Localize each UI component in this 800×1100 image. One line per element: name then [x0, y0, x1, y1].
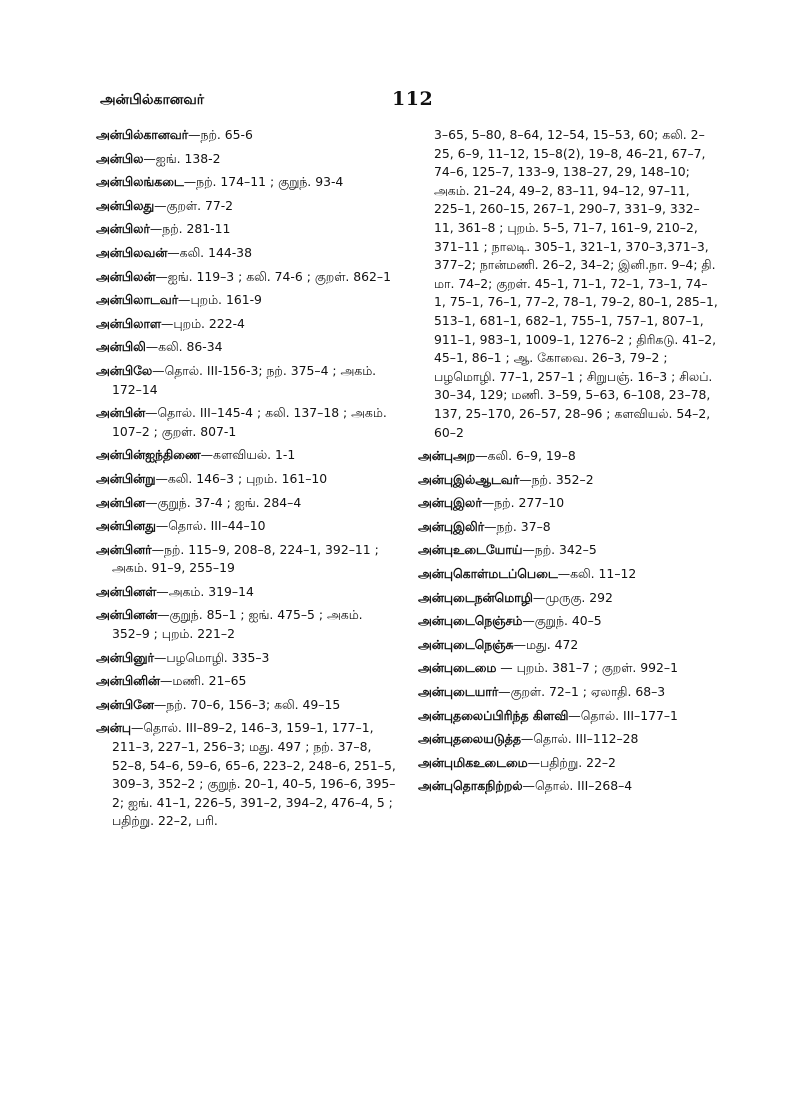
index-entry [418, 659, 718, 678]
entry-term: அன்பிலன் [96, 268, 156, 284]
entry-refs: —கலி. 146–3 ; புறம். 161–10 [155, 470, 328, 486]
entry-refs: —தொல். III–44–10 [155, 518, 266, 534]
entry-refs: —தொல். III–145-4 ; கலி. 137–18 ; அகம். 107–2 ; குறள். 807-1 [112, 405, 387, 439]
index-entry [418, 754, 718, 773]
index-entry [418, 541, 718, 560]
index-entry [418, 447, 718, 466]
entry-term: அன்பிலாள [96, 315, 162, 331]
entry-refs: —புறம். 222-4 [161, 315, 245, 331]
entry-refs: —குறுந். 40–5 [522, 613, 602, 629]
entry-term: அன்பினள் [96, 583, 157, 599]
index-entry [96, 719, 396, 831]
entry-refs: —குறுந். 37-4 ; ஐங். 284–4 [145, 494, 302, 510]
entry-term: அன்புஇலிர் [418, 518, 485, 534]
entry-refs: —நற். 281-11 [149, 221, 231, 237]
entry-term: அன்புடைமை [418, 660, 497, 676]
entry-refs: —நற். 115–9, 208–8, 224–1, 392–11 ; அகம். 91–9, 255–19 [112, 541, 379, 576]
entry-refs: —ஐங். 138-2 [143, 150, 221, 166]
index-entry [96, 696, 396, 715]
entry-term: அன்பிலே [96, 362, 153, 378]
entry-refs: —கலி. 6–9, 19–8 [475, 448, 576, 464]
index-entry [418, 494, 718, 513]
entry-term: அன்பினது [96, 518, 156, 534]
index-entry [96, 244, 396, 263]
entry-term: அன்பினர் [96, 541, 152, 557]
entry-term: அன்பிலவன் [96, 244, 168, 260]
index-entry [418, 777, 718, 796]
entry-refs: —கலி. 86-34 [145, 339, 223, 355]
entry-refs: —நற். 174–11 ; குறுந். 93-4 [183, 174, 344, 190]
entry-term: அன்புடைநெஞ்சம் [418, 613, 523, 629]
index-entry [96, 338, 396, 357]
index-entry [96, 541, 396, 578]
entry-refs: —குறுந். 85–1 ; ஐங். 475–5 ; அகம். 352–9 ; புறம். 221–2 [112, 607, 363, 642]
entry-term: அன்பினே [96, 696, 154, 712]
entry-refs: —அகம். 319–14 [156, 583, 254, 599]
index-entry [96, 362, 396, 399]
page-number: 112 [392, 88, 434, 110]
entry-term: அன்புதொகநிற்றல் [418, 778, 523, 794]
entry-term: அன்பிலாடவர் [96, 292, 179, 308]
right-column [418, 126, 718, 801]
index-entry [418, 518, 718, 537]
entry-refs: —மது. 472 [513, 636, 579, 652]
index-entry [96, 173, 396, 192]
entry-refs: —முருகு. 292 [532, 589, 613, 605]
entry-term: அன்புஇலர் [418, 495, 482, 511]
entry-term: அன்பினுர் [96, 649, 154, 665]
index-entry [96, 649, 396, 668]
entry-term: அன்பின [96, 494, 146, 510]
entry-refs: —குறள். 72–1 ; ஏலாதி. 68–3 [498, 684, 666, 700]
entry-term: அன்பின்ஐந்திணை [96, 447, 201, 463]
entry-term: அன்பில [96, 150, 144, 166]
entry-term: அன்புகொள்மடப்பெடை [418, 566, 558, 582]
entry-refs: —தொல். III–112–28 [520, 731, 639, 747]
entry-refs: —கலி. 144-38 [167, 244, 252, 260]
index-entry [96, 446, 396, 465]
entry-refs: —தொல். III–89–2, 146–3, 159–1, 177–1, 211–3, 227–1, 256–3; மது. 497 ; நற். 37–8, 52–8, 54–6, 59–6, 65–6, 223–2, 248–6, 251–5, 309–3, 352–2 ; குறுந். 20–1, 40–5, 196–6, 395–2; ஐங். 41–1, 226–5, 391–2, 394–2, 476–4, 5 ; பதிற்று. 22–2, பரி. [112, 720, 396, 829]
index-entry [96, 220, 396, 239]
entry-refs: —தொல். III–177–1 [568, 707, 678, 723]
entry-refs: —குறள். 77-2 [154, 197, 234, 213]
index-entry [96, 291, 396, 310]
index-entry [96, 126, 396, 145]
entry-term: அன்பிலது [96, 197, 155, 213]
index-entry [418, 730, 718, 749]
entry-term: அன்புஉடையோய் [418, 542, 523, 558]
entry-term: அன்பின்று [96, 470, 156, 486]
index-entry [96, 404, 396, 441]
entry-refs: —ஐங். 119–3 ; கலி. 74-6 ; குறள். 862–1 [155, 268, 391, 284]
entry-term: அன்புதலையடுத்த [418, 731, 521, 747]
entry-continuation: 3–65, 5–80, 8–64, 12–54, 15–53, 60; கலி. 2–25, 6–9, 11–12, 15–8(2), 19–8, 46–21, 67–7, 74–6, 125–7, 133–9, 138–27, 29, 148–10; அகம். 21–24, 49–2, 83–11, 94–12, 97–11, 225–1, 260–15, 267–1, 290–7, 331–9, 332–11, 361–8 ; புறம். 5–5, 71–7, 161–9, 210–2, 371–11 ; நாலடி. 305–1, 321–1, 370–3,371–3, 377–2; நான்மணி. 26–2, 34–2; இனி.நா. 9–4; தி. மா. 74–2; குறள். 45–1, 71–1, 72–1, 73–1, 74–1, 75–1, 76–1, 77–2, 78–1, 79–2, 80–1, 285–1, 513–1, 681–1, 682–1, 755–1, 757–1, 807–1, 911–1, 983–1, 1009–1, 1276–2 ; திரிகடு. 41–2, 45–1, 86–1 ; ஆ. கோவை. 26–3, 79–2 ; பழமொழி. 77–1, 257–1 ; சிறுபஞ். 16–3 ; சிலப். 30–34, 129; மணி. 3–59, 5–63, 6–108, 23–78, 137, 25–170, 26–57, 28–96 ; களவியல். 54–2, 60–2 [434, 127, 718, 440]
entry-term: அன்பினன் [96, 607, 158, 623]
entry-refs: —பழமொழி. 335–3 [153, 649, 270, 665]
entry-refs: —கலி. 11–12 [557, 566, 637, 582]
entry-term: அன்பிலி [96, 339, 146, 355]
entry-refs: —நற். 37–8 [484, 518, 551, 534]
index-entry [96, 583, 396, 602]
index-entry [96, 494, 396, 513]
entry-term: அன்புடைநெஞ்சு [418, 636, 514, 652]
left-column [96, 126, 396, 836]
index-entry [418, 636, 718, 655]
entry-term: அன்புமிகஉடைமை [418, 754, 528, 770]
index-entry [96, 672, 396, 691]
entry-refs: —நற். 342–5 [522, 542, 597, 558]
index-entry [96, 606, 396, 643]
entry-refs: —தொல். III–268–4 [522, 778, 633, 794]
index-entry [96, 268, 396, 287]
entry-term: அன்பிலங்கடை [96, 174, 184, 190]
index-entry [96, 517, 396, 536]
entry-term: அன்புஇல்ஆடவர் [418, 471, 520, 487]
entry-refs: — புறம். 381–7 ; குறள். 992–1 [496, 660, 679, 676]
entry-term: அன்புதலைப்பிரிந்த கிளவி [418, 707, 569, 723]
index-entry [96, 150, 396, 169]
entry-refs: —களவியல். 1-1 [200, 447, 296, 463]
entry-term: அன்பு [96, 720, 132, 736]
entry-term: அன்புஅற [418, 448, 476, 464]
index-entry [96, 315, 396, 334]
entry-refs: —மணி. 21–65 [159, 673, 247, 689]
entry-refs: —புறம். 161-9 [178, 292, 262, 308]
entry-term: அன்பில்கானவர் [96, 127, 189, 142]
entry-term: அன்புடைநன்மொழி [418, 589, 533, 605]
entry-term: அன்பிலர் [96, 221, 150, 237]
index-entry [418, 589, 718, 608]
index-entry [418, 565, 718, 584]
index-entry [96, 197, 396, 216]
entry-term: அன்பின் [96, 405, 146, 421]
index-entry [418, 683, 718, 702]
entry-term: அன்புடையார் [418, 684, 499, 700]
entry-refs: —நற். 352–2 [519, 471, 594, 487]
entry-refs: —தொல். III-156-3; நற். 375–4 ; அகம். 172–14 [112, 362, 377, 397]
entry-refs: —நற். 70–6, 156–3; கலி. 49–15 [153, 696, 341, 712]
index-entry [418, 707, 718, 726]
entry-refs: —பதிற்று. 22–2 [527, 754, 616, 770]
index-entry [418, 612, 718, 631]
index-entry [418, 471, 718, 490]
entry-refs: —நற். 277–10 [481, 495, 565, 511]
index-entry [96, 470, 396, 489]
entry-refs: —நற். 65-6 [188, 127, 253, 142]
entry-term: அன்பினின் [96, 673, 160, 689]
running-head: அன்பில்கானவர் [100, 92, 205, 108]
